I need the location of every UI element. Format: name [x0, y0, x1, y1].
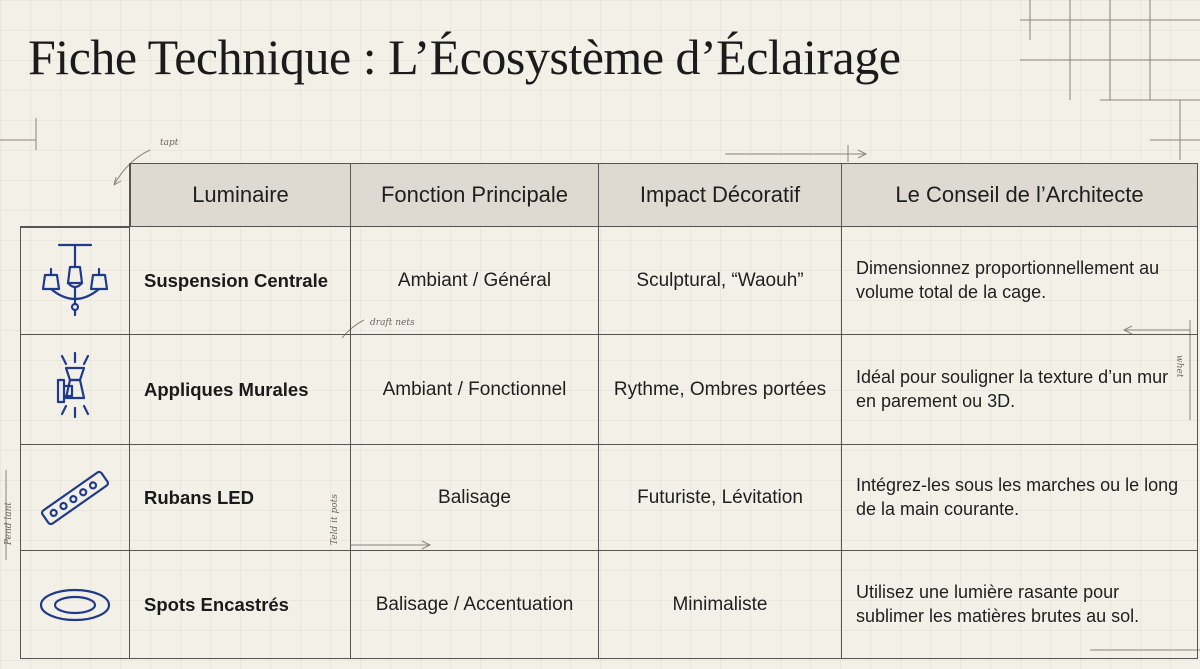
table-row-advice: Idéal pour souligner la texture d’un mur en parement ou 3D. [842, 335, 1198, 445]
header-luminaire: Luminaire [130, 163, 351, 227]
table-row-impact: Minimaliste [599, 551, 842, 659]
table-row-icon-cell [20, 551, 130, 659]
table-row-function: Ambiant / Fonctionnel [351, 335, 599, 445]
header-impact: Impact Décoratif [599, 163, 842, 227]
table-row-name: Appliques Murales [130, 335, 351, 445]
header-advice: Le Conseil de l’Architecte [842, 163, 1198, 227]
header-function: Fonction Principale [351, 163, 599, 227]
table-row-name: Suspension Centrale [130, 227, 351, 335]
table-row-function: Balisage [351, 445, 599, 551]
lighting-table [20, 163, 1198, 659]
page-title: Fiche Technique : L’Écosystème d’Éclairage [28, 29, 901, 85]
annotation-right-margin: whet [1174, 355, 1184, 378]
table-row-name: Spots Encastrés [130, 551, 351, 659]
table-row-icon-cell [20, 445, 130, 551]
header-icon-spacer [20, 163, 130, 227]
led-strip-icon [33, 456, 117, 540]
annotation-left-margin: Pend lant [4, 501, 14, 545]
annotation-top-left: tapt [160, 138, 179, 148]
table-row-impact: Futuriste, Lévitation [599, 445, 842, 551]
table-row-icon-cell [20, 335, 130, 445]
table-row-icon-cell [20, 227, 130, 335]
table-row-name: Rubans LED [130, 445, 351, 551]
table-row-impact: Sculptural, “Waouh” [599, 227, 842, 335]
table-row-advice: Dimensionnez proportionnellement au volume total de la cage. [842, 227, 1198, 335]
annotation-mid-margin: Teld it pots [330, 494, 340, 545]
table-row-advice: Intégrez-les sous les marches ou le long de la main courante. [842, 445, 1198, 551]
wall-sconce-icon [50, 350, 100, 430]
annotation-draft: draft nets [370, 318, 415, 328]
table-row-function: Balisage / Accentuation [351, 551, 599, 659]
table-row-function: Ambiant / Général [351, 227, 599, 335]
chandelier-icon [35, 239, 115, 323]
table-row-advice: Utilisez une lumière rasante pour sublimer les matières brutes au sol. [842, 551, 1198, 659]
table-row-impact: Rythme, Ombres portées [599, 335, 842, 445]
recessed-spot-icon [35, 580, 115, 630]
